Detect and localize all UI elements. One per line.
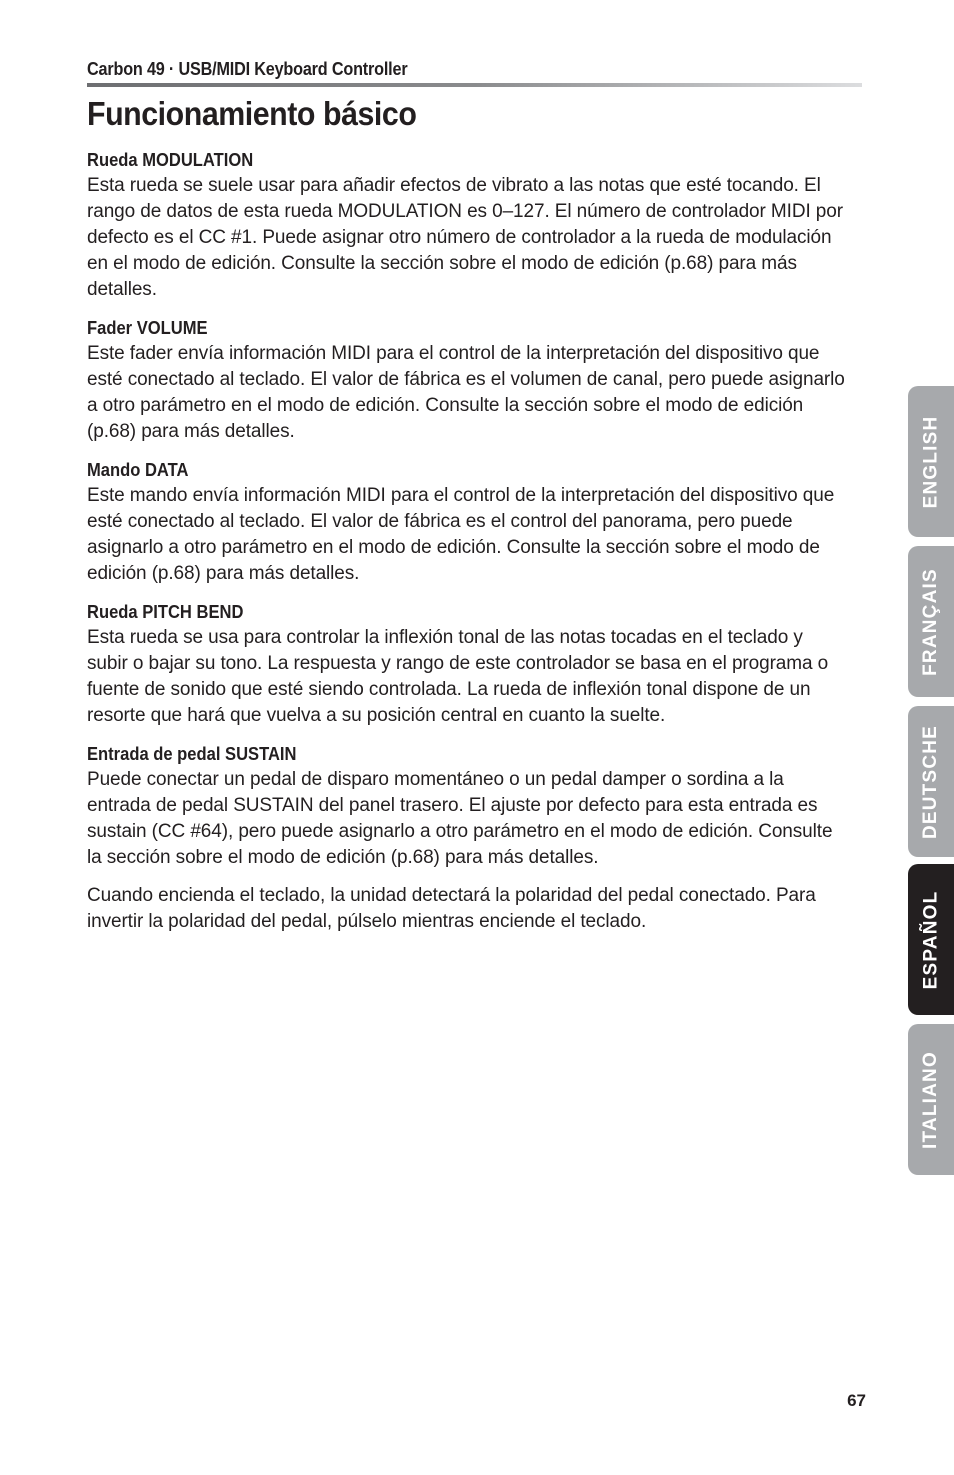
tab-label: ITALIANO [920, 1050, 941, 1149]
section-title: Rueda PITCH BEND [87, 602, 244, 622]
section-body: Este fader envía información MIDI para el control de la interpretación del dispositivo que esté conectado al teclado. El valor de fábrica es el volumen de canal, pero puede asignarlo a otro parámetro en el modo de edición. Consulte la sección sobre el modo de edición (p.68) para más detalles. [87, 343, 845, 442]
section-volume [87, 315, 847, 445]
main-content [87, 147, 847, 935]
tab-espanol[interactable] [908, 864, 954, 1015]
tab-label: ENGLISH [920, 415, 942, 508]
section-sustain [87, 741, 847, 871]
document-title: Carbon 49 · USB/MIDI Keyboard Controller [87, 59, 408, 79]
section-body: Esta rueda se suele usar para añadir efectos de vibrato a las notas que esté tocando. El rango de datos de esta rueda MODULATION es 0–127. El número de controlador MIDI por defecto es el CC #1. Puede asignar otro número de controlador a la rueda de modulación en el modo de edición. Consulte la sección sobre el modo de edición (p.68) para más detalles. [87, 175, 843, 300]
running-header [87, 57, 867, 81]
section-body: Esta rueda se usa para controlar la inflexión tonal de las notas tocadas en el teclado y subir o bajar su tono. La respuesta y rango de este controlador se basa en el programa o fuente de sonido que esté siendo controlada. La rueda de inflexión tonal dispone de un resorte que hará que vuelva a su posición central en cuanto la suelte. [87, 627, 829, 726]
section-title: Mando DATA [87, 460, 189, 480]
polarity-paragraph: Cuando encienda el teclado, la unidad detectará la polaridad del pedal conectado. Para invertir la polaridad del pedal, púlselo mientras enciende el teclado. [87, 885, 816, 932]
section-title: Rueda MODULATION [87, 150, 254, 170]
section-pitch-bend [87, 599, 847, 729]
section-body: Puede conectar un pedal de disparo momentáneo o un pedal damper o sordina a la entrada de pedal SUSTAIN del panel trasero. El ajuste por defecto para esta entrada es sustain (CC #64), pero puede asignarlo a otro parámetro en el modo de edición. Consulte la sección sobre el modo de edición (p.68) para más detalles. [87, 769, 833, 868]
section-title: Fader VOLUME [87, 318, 208, 338]
tab-label: ESPAÑOL [920, 890, 941, 989]
section-modulation [87, 147, 847, 303]
section-title: Entrada de pedal SUSTAIN [87, 744, 297, 764]
tab-italiano[interactable] [908, 1024, 954, 1175]
tab-label: FRANÇAIS [920, 567, 942, 676]
tab-english[interactable] [908, 386, 954, 537]
tab-label: DEUTSCHE [920, 724, 942, 839]
tab-francais[interactable] [908, 546, 954, 697]
tab-deutsche[interactable] [908, 706, 954, 857]
page-number: 67 [847, 1391, 866, 1410]
page-title: Funcionamiento básico [87, 95, 417, 132]
section-data [87, 457, 847, 587]
section-body: Este mando envía información MIDI para el control de la interpretación del dispositivo que esté conectado al teclado. El valor de fábrica es el control del panorama, pero puede asignarlo a otro parámetro en el modo de edición. Consulte la sección sobre el modo de edición (p.68) para más detalles. [87, 485, 835, 584]
header-divider [87, 83, 862, 87]
